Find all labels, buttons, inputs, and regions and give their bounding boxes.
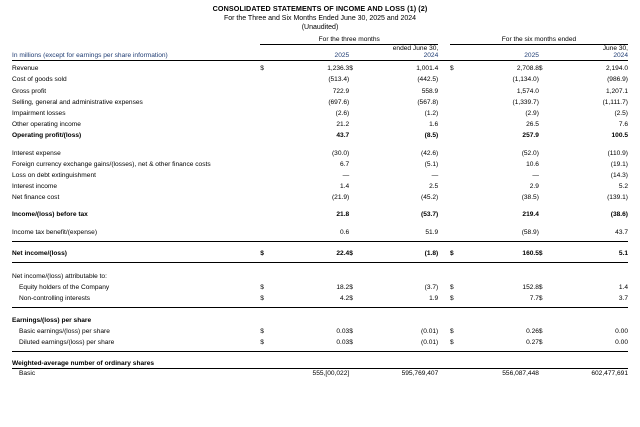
row-label: Interest expense: [12, 149, 61, 157]
value-2025-q2: (697.6): [328, 98, 350, 106]
value-2025-q2: (21.9): [331, 194, 350, 202]
column-header-2025-ytd: 2025: [524, 52, 539, 59]
value-2024-ytd: (14.3): [610, 171, 628, 179]
value-2024-ytd: (2.5): [614, 109, 628, 117]
currency-symbol: $: [260, 295, 264, 303]
value-2025-q2: 0.03: [336, 327, 350, 335]
table-row: [12, 335, 628, 346]
value-2024-q2: (567.8): [417, 98, 439, 106]
row-label: Foreign currency exchange gains/(losses), net & other finance costs: [12, 160, 211, 168]
value-2024-q2: (0.01): [421, 327, 439, 335]
row-label: Earnings/(loss) per share: [12, 316, 92, 324]
currency-symbol: [349, 106, 365, 117]
currency-symbol: [349, 145, 365, 156]
value-2025-ytd: 160.5: [522, 249, 539, 257]
row-label: Diluted earnings/(loss) per share: [19, 338, 115, 346]
currency-symbol: [260, 224, 276, 235]
currency-symbol: [539, 168, 555, 179]
currency-symbol: $: [260, 338, 264, 346]
value-2025-ytd: 26.5: [526, 121, 539, 129]
currency-symbol: [349, 83, 365, 94]
value-2024-q2: 1.6: [429, 121, 439, 129]
table-section-header: [12, 312, 628, 323]
value-2024-q2: (45.2): [421, 194, 439, 202]
currency-symbol: [450, 190, 466, 201]
currency-symbol: $: [260, 327, 264, 335]
value-2024-ytd: (139.1): [607, 194, 628, 202]
value-2025-q2: 555,[00,022]: [312, 370, 350, 378]
table-row-total: [12, 207, 628, 218]
table-row: [12, 179, 628, 190]
value-2025-ytd: 7.7: [529, 295, 539, 303]
group-subheader-three-months: ended June 30,: [392, 45, 439, 52]
value-2024-ytd: (38.6): [610, 211, 628, 219]
value-2025-q2: 21.8: [336, 211, 350, 219]
currency-symbol: $: [449, 284, 454, 292]
currency-symbol: $: [349, 338, 353, 346]
value-2025-ytd: (1,134.0): [512, 76, 539, 84]
table-row: [12, 168, 628, 179]
value-2024-q2: (3.7): [424, 284, 439, 292]
currency-symbol: [450, 179, 466, 190]
group-header-six-months: For the six months ended: [450, 36, 628, 45]
value-2025-ytd: 2,708.8: [516, 65, 539, 73]
currency-symbol: [260, 369, 276, 378]
row-label: Loss on debt extinguishment: [12, 171, 96, 179]
value-2024-ytd: 43.7: [615, 228, 628, 236]
currency-symbol: $: [538, 284, 543, 292]
currency-symbol: [349, 207, 365, 218]
currency-symbol: [539, 224, 555, 235]
currency-symbol: [539, 72, 555, 83]
document-header: [0, 0, 640, 31]
value-2024-q2: (0.01): [421, 338, 439, 346]
value-2025-q2: 722.9: [332, 87, 350, 95]
value-2025-q2: (30.0): [331, 149, 350, 157]
currency-symbol: [260, 83, 276, 94]
value-2024-ytd: 7.6: [618, 121, 628, 129]
currency-symbol: [349, 117, 365, 128]
table-row-total: [12, 128, 628, 139]
currency-symbol: [450, 83, 466, 94]
currency-symbol: [450, 117, 466, 128]
currency-symbol: [450, 106, 466, 117]
currency-symbol: [260, 95, 276, 106]
value-2025-q2: 6.7: [340, 160, 350, 168]
value-2024-q2: 1.9: [429, 295, 439, 303]
table-row: [12, 83, 628, 94]
currency-symbol: [349, 168, 365, 179]
value-2024-q2: 595,769,407: [401, 370, 439, 378]
currency-symbol: $: [260, 249, 264, 257]
currency-symbol: $: [260, 284, 264, 292]
currency-symbol: [260, 207, 276, 218]
page-subtitle: For the Three and Six Months Ended June 30, 2025 and 2024: [223, 15, 417, 22]
value-2024-ytd: (986.9): [607, 76, 628, 84]
value-2025-ytd: 2.9: [529, 183, 539, 191]
currency-symbol: [260, 72, 276, 83]
currency-symbol: [539, 128, 555, 139]
value-2025-ytd: 0.27: [526, 338, 539, 346]
value-2024-q2: 1,001.4: [416, 65, 439, 73]
value-2025-ytd: 1,574.0: [516, 87, 539, 95]
value-2025-q2: 1,236.3: [327, 65, 350, 73]
value-2024-ytd: 0.00: [615, 327, 628, 335]
value-2024-q2: 51.9: [425, 228, 439, 236]
currency-symbol: [539, 145, 555, 156]
value-2024-ytd: 1,207.1: [606, 87, 628, 95]
currency-symbol: [349, 369, 365, 378]
currency-symbol: [539, 190, 555, 201]
currency-symbol: [349, 72, 365, 83]
row-label: Net income/(loss) attributable to:: [12, 273, 107, 280]
currency-symbol: $: [349, 65, 353, 73]
currency-symbol: $: [538, 65, 543, 73]
currency-symbol: $: [538, 295, 543, 303]
row-label: Net income/(loss): [12, 249, 67, 257]
value-2024-q2: 558.9: [421, 87, 439, 95]
table-row: [12, 190, 628, 201]
currency-symbol: [260, 145, 276, 156]
row-label: Gross profit: [12, 87, 47, 95]
currency-symbol: [450, 207, 466, 218]
currency-symbol: $: [260, 65, 264, 73]
row-label: Non-controlling interests: [19, 295, 91, 303]
row-label: Impairment losses: [12, 109, 66, 117]
table-row: [12, 72, 628, 83]
currency-symbol: [349, 179, 365, 190]
stub-header: In millions (except for earnings per share information): [12, 52, 168, 59]
table-row: [12, 369, 628, 378]
currency-symbol: [539, 117, 555, 128]
income-statement-table: [12, 36, 628, 377]
currency-symbol: [450, 128, 466, 139]
row-label: Selling, general and administrative expenses: [12, 98, 143, 106]
currency-symbol: $: [349, 249, 353, 257]
table-group-subheader-row: [12, 45, 628, 52]
value-2025-q2: 0.03: [336, 338, 350, 346]
currency-symbol: [450, 72, 466, 83]
group-subheader-six-months: June 30,: [602, 45, 628, 52]
currency-symbol: [349, 190, 365, 201]
currency-symbol: $: [449, 327, 454, 335]
value-2025-q2: 1.4: [340, 183, 350, 191]
row-label: Income/(loss) before tax: [12, 211, 88, 219]
currency-symbol: [539, 369, 555, 378]
row-label: Operating profit/(loss): [12, 132, 82, 140]
currency-symbol: $: [449, 65, 454, 73]
table-row: [12, 145, 628, 156]
row-label: Other operating income: [12, 121, 81, 129]
currency-symbol: [349, 128, 365, 139]
row-label: Basic earnings/(loss) per share: [19, 327, 110, 335]
currency-symbol: [349, 157, 365, 168]
value-2024-ytd: (110.9): [607, 149, 628, 157]
row-label: Interest income: [12, 183, 58, 191]
value-2024-ytd: (1,111.7): [602, 98, 628, 106]
value-2024-q2: (53.7): [421, 211, 439, 219]
value-2024-q2: —: [431, 171, 439, 179]
column-header-2024-q2: 2024: [423, 52, 439, 59]
currency-symbol: [450, 369, 466, 378]
currency-symbol: $: [538, 338, 543, 346]
table-row: [12, 224, 628, 235]
currency-symbol: [260, 117, 276, 128]
currency-symbol: [349, 95, 365, 106]
value-2025-ytd: (58.9): [521, 228, 539, 236]
page-title: CONSOLIDATED STATEMENTS OF INCOME AND LOSS (1) (2): [212, 4, 428, 13]
table-row: [12, 269, 628, 280]
value-2024-q2: (442.5): [417, 76, 439, 84]
table-section-header: [12, 356, 628, 367]
value-2025-q2: 18.2: [336, 284, 350, 292]
currency-symbol: [450, 168, 466, 179]
row-label: Cost of goods sold: [12, 76, 67, 84]
currency-symbol: [260, 128, 276, 139]
currency-symbol: $: [349, 284, 353, 292]
row-label: Revenue: [12, 65, 39, 73]
currency-symbol: [539, 95, 555, 106]
value-2025-ytd: 10.6: [526, 160, 539, 168]
table-group-header-row: [12, 36, 628, 45]
value-2025-q2: 0.6: [340, 228, 350, 236]
currency-symbol: [539, 207, 555, 218]
currency-symbol: $: [449, 249, 454, 257]
value-2024-ytd: 5.1: [618, 249, 628, 257]
unaudited-note: (Unaudited): [301, 24, 339, 31]
currency-symbol: $: [349, 327, 353, 335]
row-label: Equity holders of the Company: [19, 284, 110, 292]
table-row: [12, 157, 628, 168]
row-label: Weighted-average number of ordinary shares: [12, 360, 155, 368]
row-label: Net finance cost: [12, 194, 60, 202]
value-2025-q2: (2.6): [335, 109, 350, 117]
value-2024-ytd: 1.4: [618, 284, 628, 292]
currency-symbol: [539, 83, 555, 94]
value-2025-ytd: (52.0): [521, 149, 539, 157]
currency-symbol: $: [449, 295, 454, 303]
value-2024-ytd: 5.2: [618, 183, 628, 191]
currency-symbol: $: [538, 249, 543, 257]
currency-symbol: [539, 179, 555, 190]
value-2025-ytd: (1,339.7): [512, 98, 539, 106]
table-row-total: [12, 246, 628, 257]
value-2024-ytd: 602,477,691: [591, 370, 628, 378]
table-row: [12, 117, 628, 128]
value-2025-ytd: —: [532, 171, 539, 179]
value-2025-q2: 22.4: [336, 249, 350, 257]
value-2025-ytd: 556,087,448: [502, 370, 539, 378]
value-2025-q2: —: [342, 171, 350, 179]
value-2024-q2: (42.6): [421, 149, 439, 157]
value-2025-ytd: (2.9): [525, 109, 539, 117]
currency-symbol: [349, 224, 365, 235]
value-2024-ytd: 3.7: [618, 295, 628, 303]
currency-symbol: [539, 106, 555, 117]
value-2025-q2: 43.7: [336, 132, 350, 140]
currency-symbol: [260, 157, 276, 168]
currency-symbol: $: [538, 327, 543, 335]
table-row: [12, 324, 628, 335]
value-2025-q2: (513.4): [328, 76, 350, 84]
currency-symbol: [539, 157, 555, 168]
value-2024-ytd: 2,194.0: [606, 65, 628, 73]
value-2025-ytd: 0.26: [526, 327, 539, 335]
currency-symbol: [450, 145, 466, 156]
currency-symbol: $: [449, 338, 454, 346]
value-2025-ytd: 152.8: [522, 284, 539, 292]
row-label: Basic: [19, 370, 36, 378]
value-2025-ytd: 257.9: [522, 132, 539, 140]
value-2024-ytd: 100.5: [611, 132, 628, 140]
currency-symbol: [260, 179, 276, 190]
column-header-2024-ytd: 2024: [613, 52, 628, 59]
table-body: [12, 61, 628, 378]
value-2024-q2: (1.8): [424, 249, 439, 257]
currency-symbol: [450, 224, 466, 235]
table-row: [12, 95, 628, 106]
table-row: [12, 61, 628, 73]
value-2025-ytd: (38.5): [521, 194, 539, 202]
table-row: [12, 291, 628, 302]
group-header-three-months: For the three months: [260, 36, 438, 45]
value-2024-ytd: 0.00: [615, 338, 628, 346]
value-2025-ytd: 219.4: [522, 211, 539, 219]
currency-symbol: [450, 157, 466, 168]
table-column-header-row: [12, 52, 628, 59]
value-2025-q2: 4.2: [340, 295, 350, 303]
column-header-2025-q2: 2025: [334, 52, 350, 59]
value-2024-ytd: (19.1): [610, 160, 628, 168]
currency-symbol: $: [349, 295, 353, 303]
table-row: [12, 280, 628, 291]
currency-symbol: [260, 168, 276, 179]
value-2024-q2: (1.2): [424, 109, 439, 117]
value-2024-q2: (5.1): [424, 160, 439, 168]
value-2025-q2: 21.2: [336, 121, 350, 129]
row-label: Income tax benefit/(expense): [12, 228, 98, 236]
value-2024-q2: 2.5: [429, 183, 439, 191]
value-2024-q2: (8.5): [424, 132, 439, 140]
table-row: [12, 106, 628, 117]
currency-symbol: [260, 106, 276, 117]
currency-symbol: [260, 190, 276, 201]
currency-symbol: [450, 95, 466, 106]
